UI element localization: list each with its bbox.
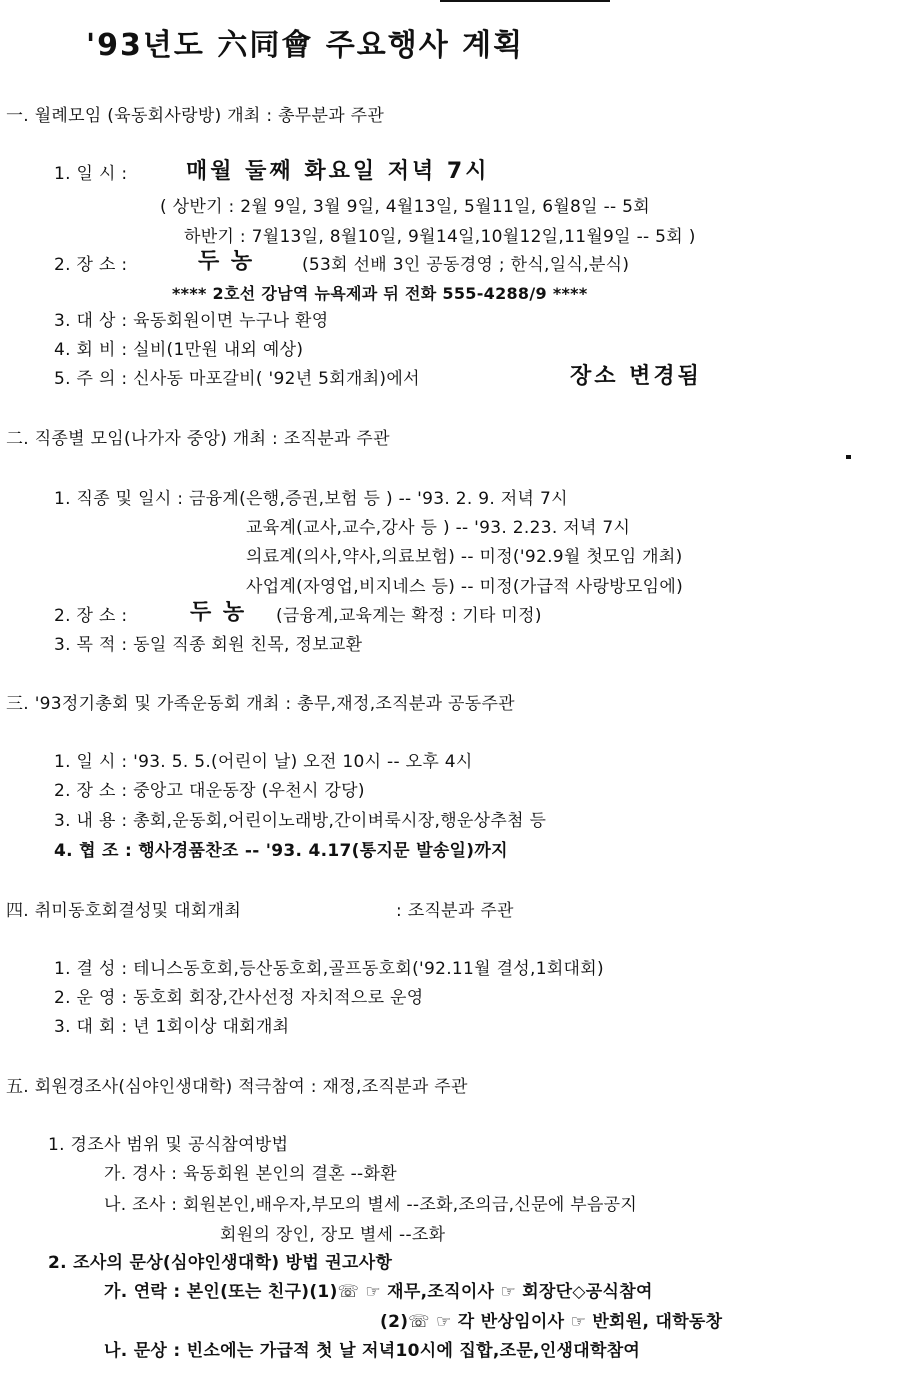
top-rule — [440, 0, 610, 2]
sec1-place-label: 2. 장 소 : — [54, 255, 128, 275]
sec5-item2: 2. 조사의 문상(심야인생대학) 방법 권고사항 — [48, 1253, 393, 1273]
sec1-date-label: 1. 일 시 : — [54, 164, 128, 184]
sec2-place-label: 2. 장 소 : — [54, 606, 128, 626]
sec2-place-note: (금융계,교육계는 확정 : 기타 미정) — [276, 606, 542, 626]
sec1-place-note: (53회 선배 3인 공동경영 ; 한식,일식,분식) — [302, 255, 630, 275]
section-1-heading: 一. 월례모임 (육동회사랑방) 개최 : 총무분과 주관 — [6, 106, 385, 126]
sec5-item2-a2: (2)☏ ☞ 각 반상임이사 ☞ 반회원, 대학동창 — [380, 1312, 723, 1332]
section-5-heading: 五. 회원경조사(심야인생대학) 적극참여 : 재정,조직분과 주관 — [6, 1077, 468, 1097]
sec4-operation: 2. 운 영 : 동호회 회장,간사선정 자치적으로 운영 — [54, 988, 424, 1008]
sec5-item1-b: 나. 조사 : 회원본인,배우자,부모의 별세 --조화,조의금,신문에 부음공지 — [104, 1195, 638, 1215]
sec2-place-name: 두 농 — [190, 600, 247, 625]
sec2-row-medical: 의료계(의사,약사,의료보험) -- 미정('92.9월 첫모임 개최) — [246, 547, 683, 567]
sec1-note-emphasis: 장소 변경됨 — [570, 364, 702, 389]
sec5-item2-a: 가. 연락 : 본인(또는 친구)(1)☏ ☞ 재무,조직이사 ☞ 회장단◇공식참여 — [104, 1282, 653, 1302]
sec3-support: 4. 협 조 : 행사경품찬조 -- '93. 4.17(통지문 발송일)까지 — [54, 841, 508, 861]
speck — [846, 455, 851, 459]
sec5-item1-a: 가. 경사 : 육동회원 본인의 결혼 --화환 — [104, 1164, 397, 1184]
sec4-contest: 3. 대 회 : 년 1회이상 대회개최 — [54, 1017, 290, 1037]
sec2-purpose: 3. 목 적 : 동일 직종 회원 친목, 정보교환 — [54, 635, 363, 655]
sec1-note: 5. 주 의 : 신사동 마포갈비( '92년 5회개최)에서 — [54, 369, 420, 389]
sec1-fee: 4. 회 비 : 실비(1만원 내외 예상) — [54, 340, 304, 360]
sec1-place-contact: **** 2호선 강남역 뉴욕제과 뒤 전화 555-4288/9 **** — [172, 284, 588, 303]
sec5-item2-b: 나. 문상 : 빈소에는 가급적 첫 날 저녁10시에 집합,조문,인생대학참여 — [104, 1341, 641, 1361]
section-4-heading-right: : 조직분과 주관 — [396, 901, 514, 921]
sec1-first-half: ( 상반기 : 2월 9일, 3월 9일, 4월13일, 5월11일, 6월8일 -- 5회 — [160, 197, 650, 217]
sec2-row-finance: 1. 직종 및 일시 : 금융계(은행,증권,보험 등 ) -- '93. 2. 9. 저녁 7시 — [54, 489, 568, 509]
section-3-heading: 三. '93정기총회 및 가족운동회 개최 : 총무,재정,조직분과 공동주관 — [6, 694, 515, 714]
sec2-row-education: 교육계(교사,교수,강사 등 ) -- '93. 2.23. 저녁 7시 — [246, 518, 631, 538]
sec4-formation: 1. 결 성 : 테니스동호회,등산동호회,골프동호회('92.11월 결성,1회대회) — [54, 959, 604, 979]
sec1-target: 3. 대 상 : 육동회원이면 누구나 환영 — [54, 311, 329, 331]
sec1-second-half: 하반기 : 7월13일, 8월10일, 9월14일,10월12일,11월9일 -- 5회 ) — [184, 227, 696, 247]
sec3-content: 3. 내 용 : 총회,운동회,어린이노래방,간이벼룩시장,행운상추첨 등 — [54, 811, 547, 831]
page-title: '93년도 六同會 주요행사 계획 — [86, 28, 525, 63]
sec3-date: 1. 일 시 : '93. 5. 5.(어린이 날) 오전 10시 -- 오후 4시 — [54, 752, 473, 772]
section-2-heading: 二. 직종별 모임(나가자 중앙) 개최 : 조직분과 주관 — [6, 429, 390, 449]
sec1-place-name: 두 농 — [198, 249, 255, 274]
sec3-place: 2. 장 소 : 중앙고 대운동장 (우천시 강당) — [54, 781, 365, 801]
sec1-date-value: 매월 둘째 화요일 저녁 7시 — [186, 159, 490, 184]
sec5-item1: 1. 경조사 범위 및 공식참여방법 — [48, 1135, 289, 1155]
sec2-row-business: 사업계(자영업,비지네스 등) -- 미정(가급적 사랑방모임에) — [246, 577, 683, 597]
section-4-heading: 四. 취미동호회결성및 대회개최 — [6, 901, 242, 921]
sec5-item1-b2: 회원의 장인, 장모 별세 --조화 — [220, 1225, 446, 1245]
